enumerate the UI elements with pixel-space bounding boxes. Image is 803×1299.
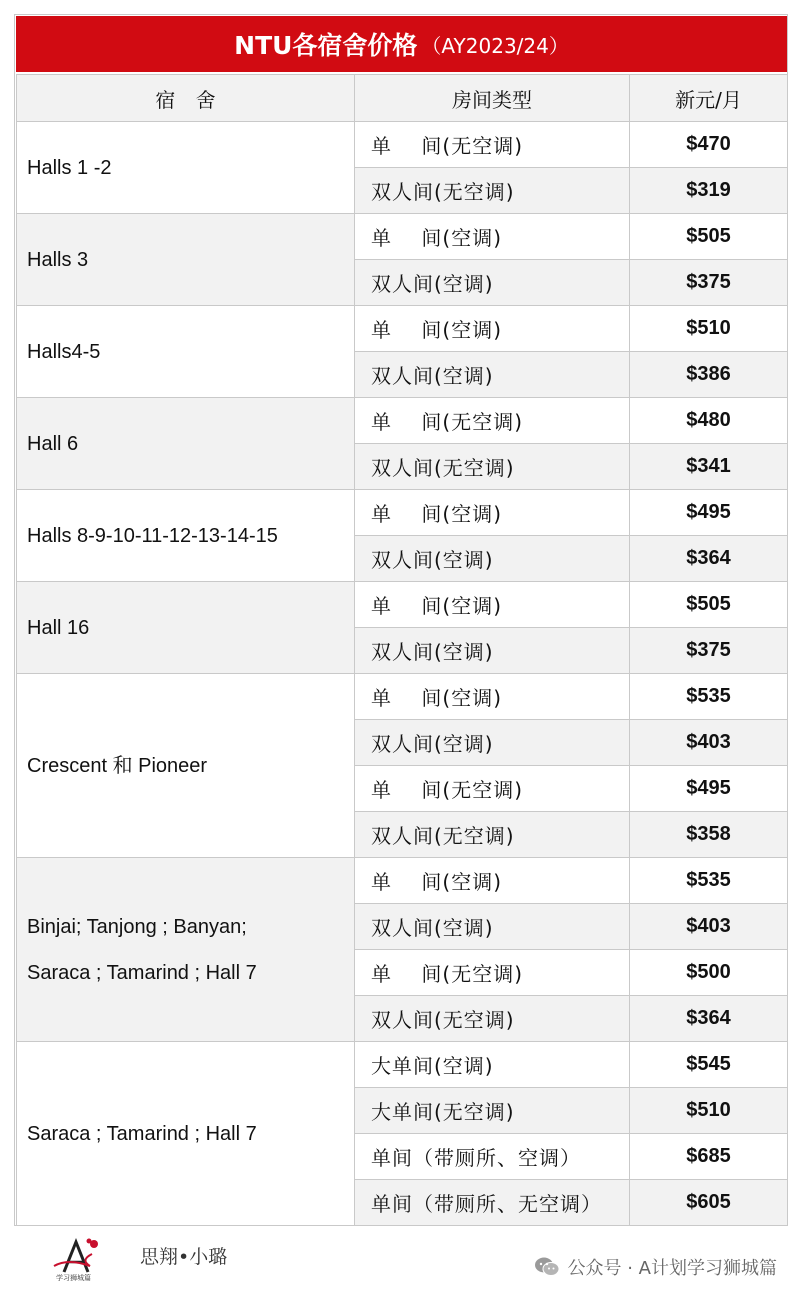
room-type-cell: 双人间(无空调): [355, 812, 630, 858]
table-row: [17, 398, 788, 444]
price-cell: $386: [630, 352, 788, 398]
price-cell: $480: [630, 398, 788, 444]
hall-name: Halls 3: [27, 248, 89, 271]
table-row: [17, 306, 788, 352]
hall-name: Crescent 和 Pioneer: [27, 754, 208, 777]
price-cell: $341: [630, 444, 788, 490]
room-type-cell: 单 间(无空调): [355, 950, 630, 996]
wechat-icon: [534, 1256, 560, 1278]
price-cell: $545: [630, 1042, 788, 1088]
room-type-cell: 大单间(空调): [355, 1042, 630, 1088]
price-cell: $403: [630, 720, 788, 766]
wechat-account-name: 公众号 · A计划学习狮城篇: [567, 1258, 777, 1279]
room-type-cell: 单 间(空调): [355, 214, 630, 260]
wechat-account: [534, 1254, 777, 1280]
room-type-cell: 双人间(无空调): [355, 168, 630, 214]
price-cell: $495: [630, 766, 788, 812]
title-sub: （AY2023/24）: [421, 33, 569, 58]
hall-name-cell: [17, 122, 355, 214]
room-type-cell: 单间（带厕所、无空调）: [355, 1180, 630, 1226]
room-type-cell: 单 间(空调): [355, 490, 630, 536]
room-type-cell: 双人间(空调): [355, 352, 630, 398]
hall-name-cell: [17, 214, 355, 306]
column-header-hall: 宿 舍: [17, 75, 355, 122]
price-cell: $364: [630, 996, 788, 1042]
room-type-cell: 单 间(空调): [355, 582, 630, 628]
room-type-cell: 单 间(空调): [355, 306, 630, 352]
price-cell: $470: [630, 122, 788, 168]
room-type-cell: 双人间(空调): [355, 260, 630, 306]
room-type-cell: 双人间(无空调): [355, 444, 630, 490]
room-type-cell: 大单间(无空调): [355, 1088, 630, 1134]
column-header-price: 新元/月: [630, 75, 788, 122]
table-row: [17, 674, 788, 720]
hall-name-cell: [17, 306, 355, 398]
room-type-cell: 单 间(无空调): [355, 766, 630, 812]
price-cell: $505: [630, 214, 788, 260]
room-type-cell: 双人间(空调): [355, 536, 630, 582]
price-cell: $535: [630, 858, 788, 904]
page-title: [16, 16, 787, 72]
hall-name-cell: [17, 490, 355, 582]
price-cell: $685: [630, 1134, 788, 1180]
hall-name-cell: [17, 1042, 355, 1226]
room-type-cell: 单 间(无空调): [355, 398, 630, 444]
price-cell: $535: [630, 674, 788, 720]
price-cell: $403: [630, 904, 788, 950]
hall-name: Binjai; Tanjong ; Banyan;: [27, 915, 247, 938]
price-cell: $510: [630, 1088, 788, 1134]
price-cell: $375: [630, 260, 788, 306]
hall-name-cell: [17, 858, 355, 1042]
table-row: [17, 490, 788, 536]
room-type-cell: 单间（带厕所、空调）: [355, 1134, 630, 1180]
price-cell: $500: [630, 950, 788, 996]
table-row: [17, 858, 788, 904]
price-cell: $605: [630, 1180, 788, 1226]
hall-name-cell: [17, 674, 355, 858]
hall-name: Saraca ; Tamarind ; Hall 7: [27, 1122, 257, 1145]
hall-name: Halls4-5: [27, 340, 101, 363]
table-row: [17, 1042, 788, 1088]
logo-text: 学习狮城篇: [56, 1274, 91, 1282]
room-type-cell: 双人间(空调): [355, 720, 630, 766]
room-type-cell: 单 间(空调): [355, 858, 630, 904]
price-cell: $358: [630, 812, 788, 858]
price-cell: $375: [630, 628, 788, 674]
room-type-cell: 双人间(无空调): [355, 996, 630, 1042]
price-cell: $510: [630, 306, 788, 352]
room-type-cell: 双人间(空调): [355, 904, 630, 950]
table-header-row: [17, 75, 788, 122]
price-table: [16, 74, 788, 1226]
hall-name: Hall 16: [27, 616, 90, 639]
phoenix-a-logo-icon: [46, 1236, 116, 1282]
hall-name: Saraca ; Tamarind ; Hall 7: [27, 961, 257, 984]
price-cell: $505: [630, 582, 788, 628]
price-cell: $319: [630, 168, 788, 214]
brand-name: 思翔•小璐: [140, 1246, 228, 1268]
hall-name: Halls 1 -2: [27, 156, 112, 179]
hall-name: Halls 8-9-10-11-12-13-14-15: [27, 524, 278, 547]
table-row: [17, 214, 788, 260]
hall-name: Hall 6: [27, 432, 79, 455]
room-type-cell: 单 间(无空调): [355, 122, 630, 168]
table-row: [17, 122, 788, 168]
price-cell: $495: [630, 490, 788, 536]
hall-name-cell: [17, 398, 355, 490]
table-row: [17, 582, 788, 628]
column-header-room-type: 房间类型: [355, 75, 630, 122]
hall-name-cell: [17, 582, 355, 674]
room-type-cell: 单 间(空调): [355, 674, 630, 720]
title-main: NTU各宿舍价格: [234, 31, 418, 60]
footer: [16, 1228, 787, 1288]
price-cell: $364: [630, 536, 788, 582]
room-type-cell: 双人间(空调): [355, 628, 630, 674]
